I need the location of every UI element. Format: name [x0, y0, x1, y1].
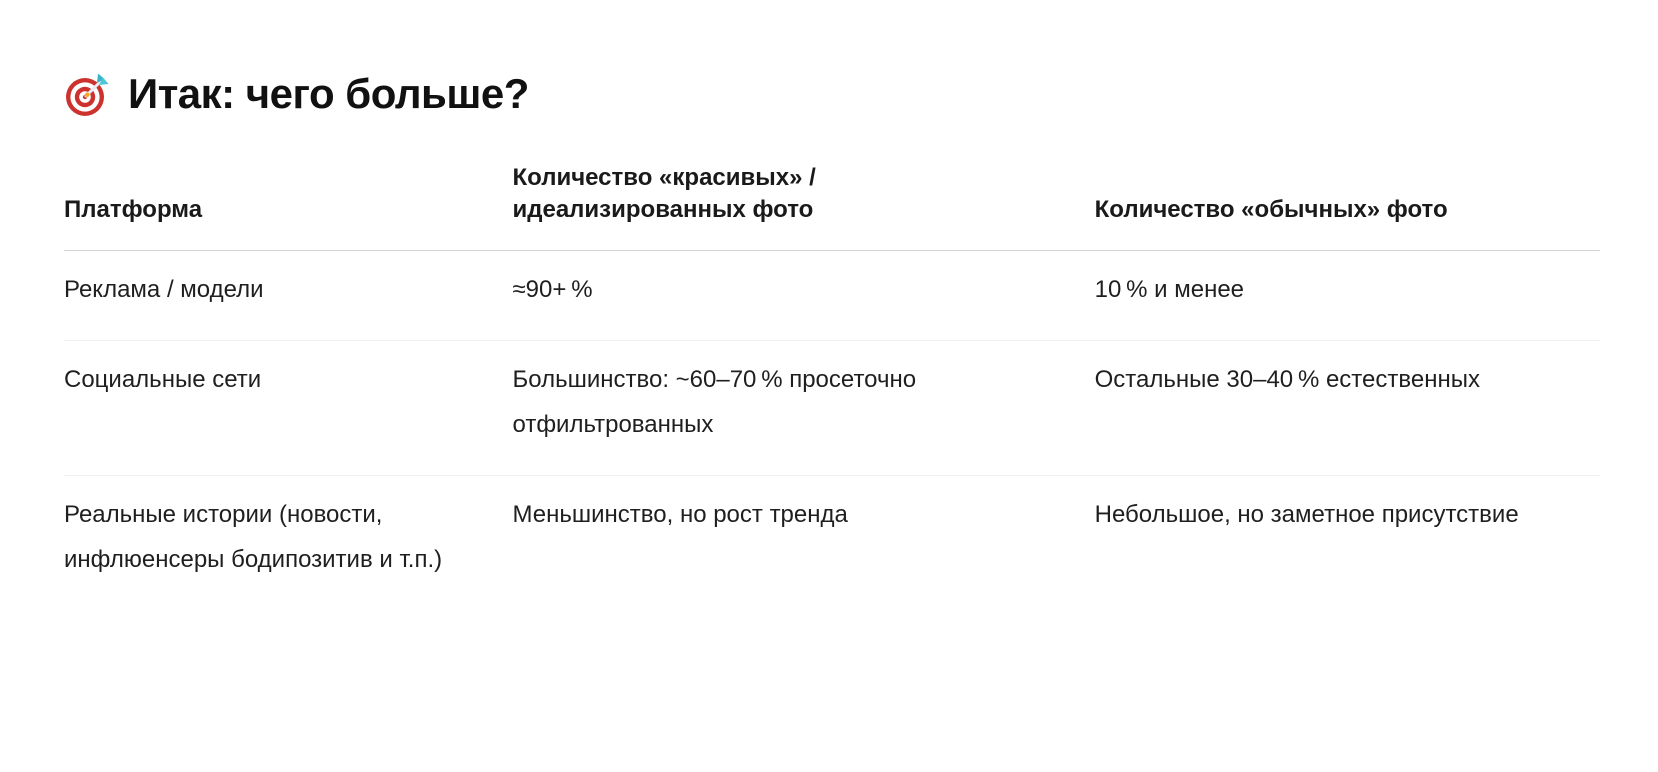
table-header-row [64, 162, 1600, 251]
cell-idealized: Большинство: ~60–70 % просеточно отфильтрованных [513, 341, 1095, 476]
page-title-text: Итак: чего больше? [128, 70, 529, 117]
column-header-platform: Платформа [64, 162, 513, 251]
table-row [64, 341, 1600, 476]
direct-hit-icon [64, 70, 112, 118]
cell-ordinary: 10 % и менее [1094, 276, 1245, 303]
cell-platform: Реальные истории (новости, инфлюенсеры бодипозитив и т.п.) [64, 476, 513, 611]
cell-platform: Реклама / модели [64, 276, 264, 303]
cell-ordinary: Небольшое, но заметное присутствие [1095, 476, 1600, 611]
comparison-table [64, 162, 1600, 610]
document-content [0, 70, 1658, 610]
column-header-ordinary-photos: Количество «обычных» фото [1095, 162, 1600, 251]
table-row [64, 251, 1600, 341]
cell-platform: Социальные сети [64, 341, 513, 476]
page-title [64, 70, 1600, 118]
cell-idealized: ≈90+ % [512, 276, 593, 303]
table-row [64, 476, 1600, 611]
column-header-idealized-photos: Количество «красивых» / идеализированных фото [513, 162, 1095, 251]
cell-ordinary: Остальные 30–40 % естественных [1095, 341, 1600, 476]
cell-idealized: Меньшинство, но рост тренда [513, 476, 1095, 611]
